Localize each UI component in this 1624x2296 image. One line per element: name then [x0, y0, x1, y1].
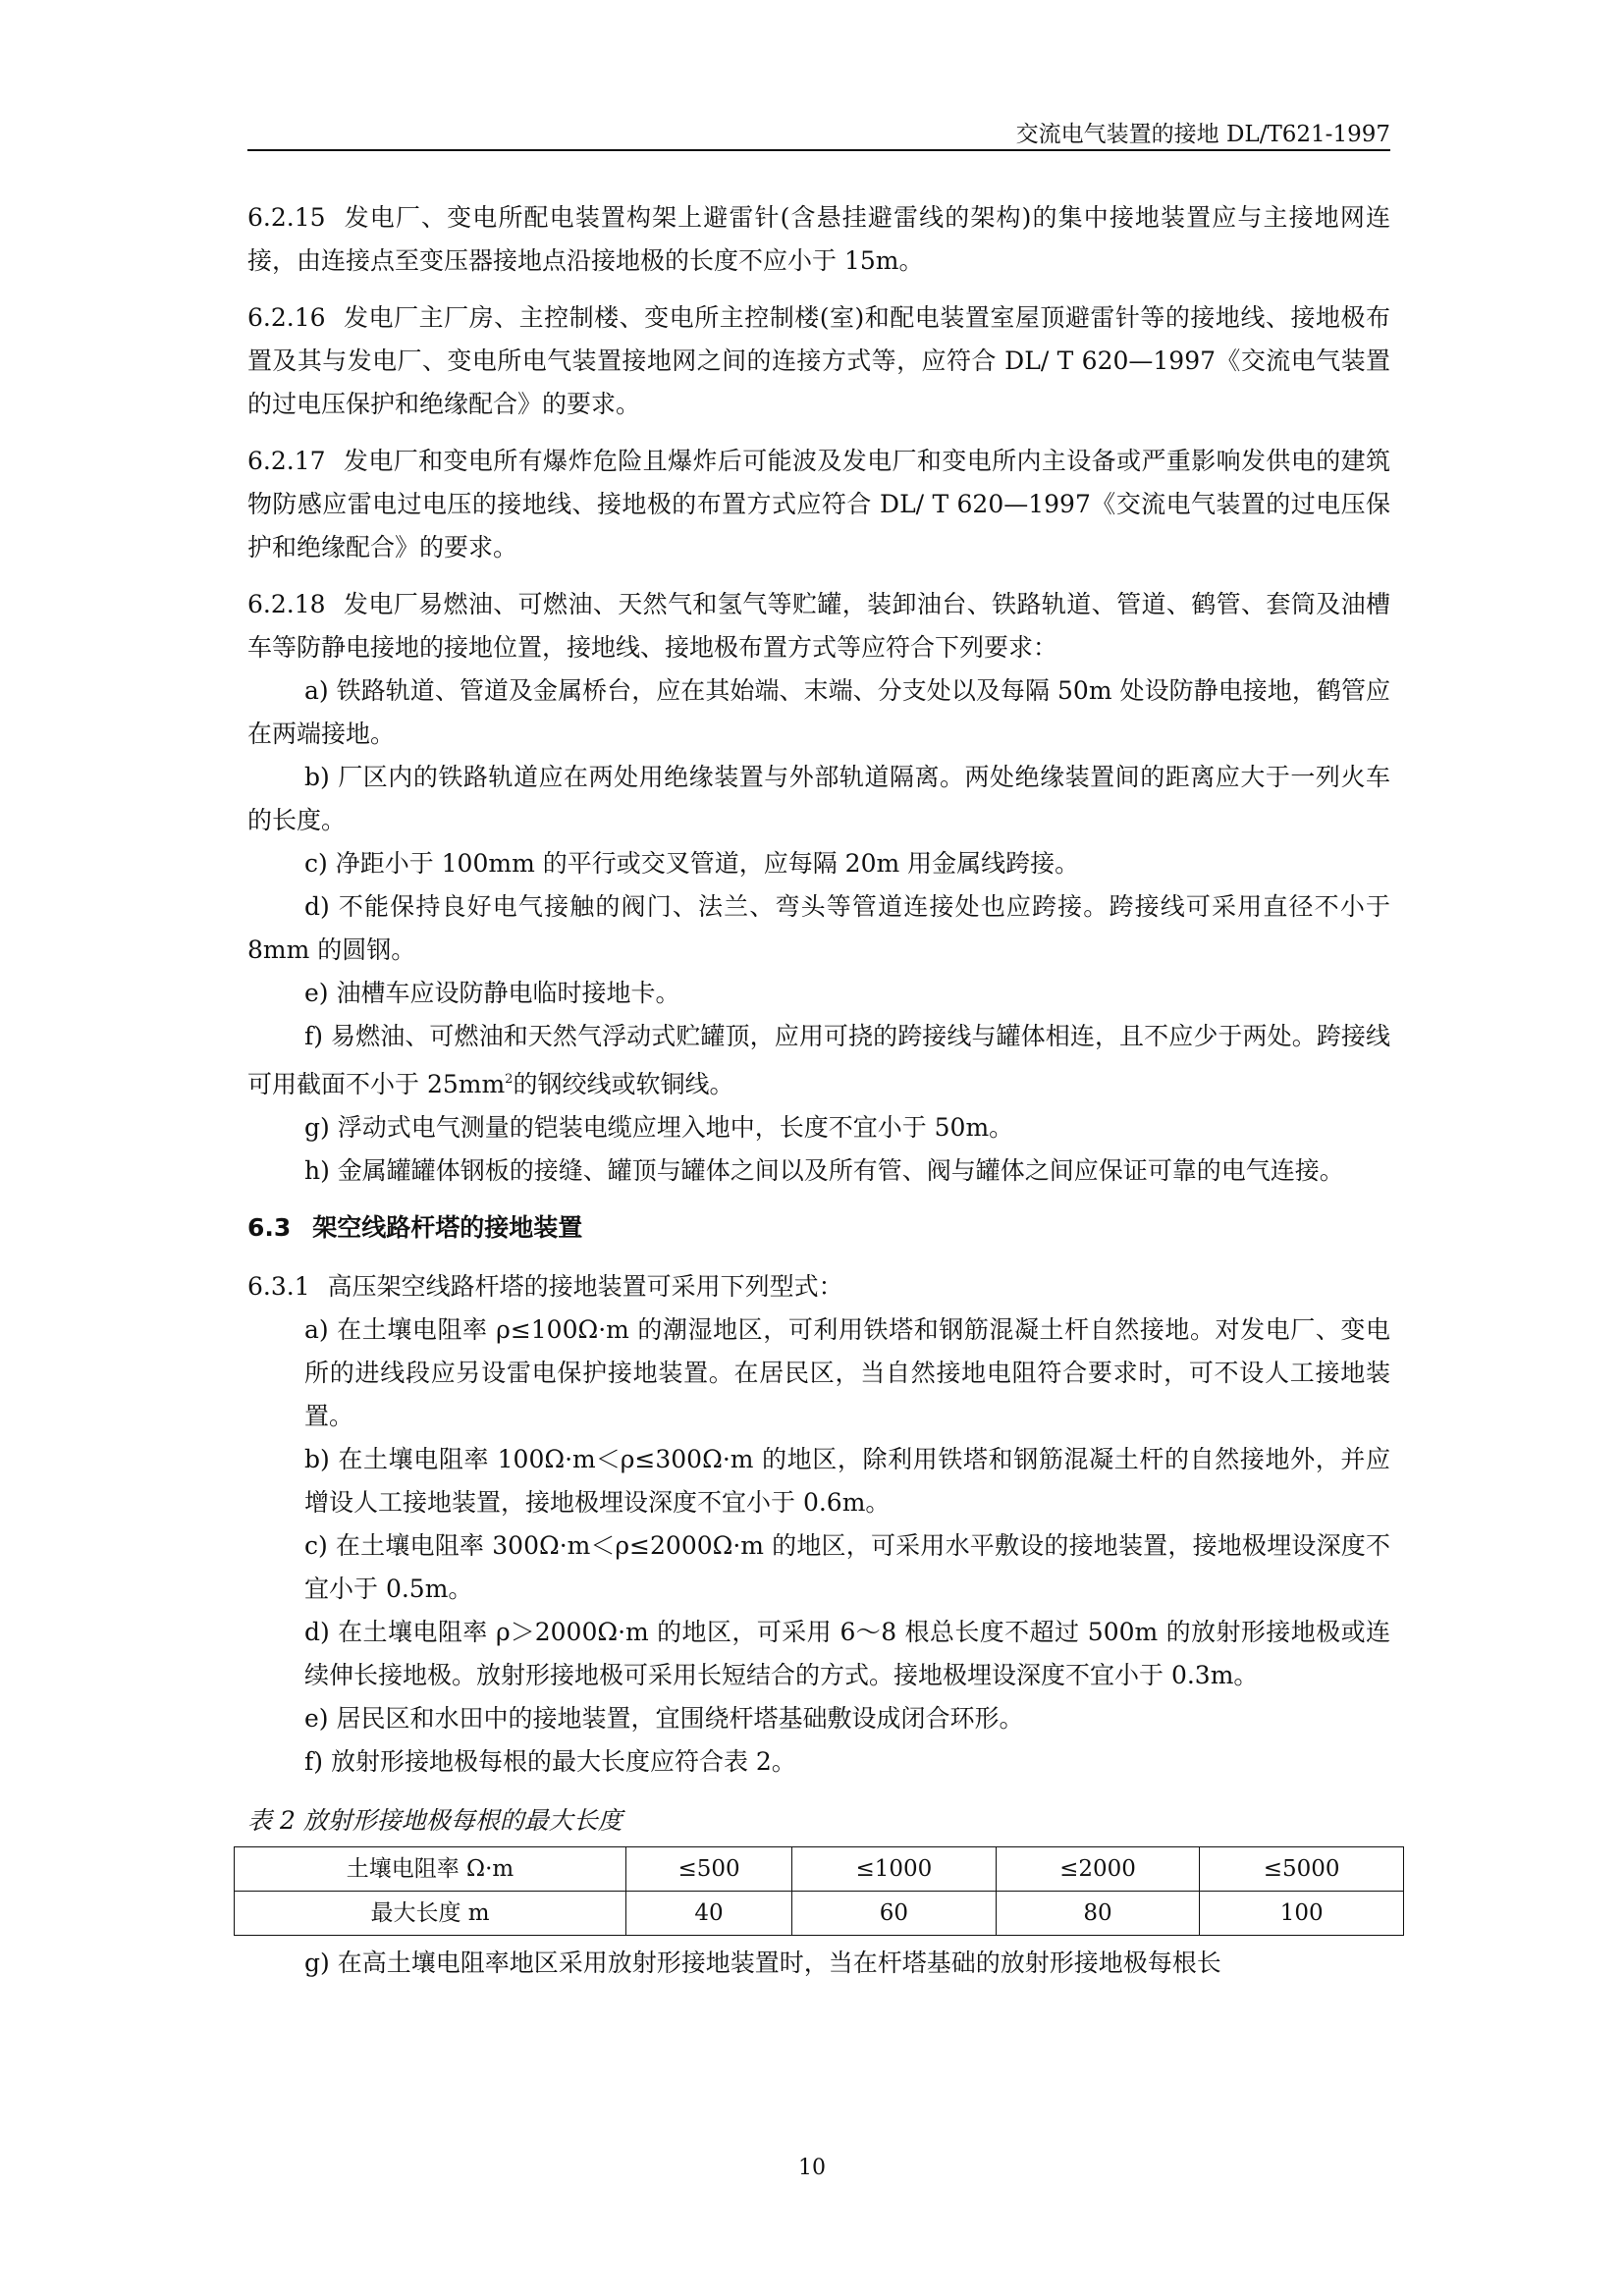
list-item-c: c) 在土壤电阻率 300Ω·m＜ρ≤2000Ω·m 的地区，可采用水平敷设的接地装置，接地极埋设深度不宜小于 0.5m。 [304, 1531, 1390, 1603]
clause-text: 发电厂主厂房、主控制楼、变电所主控制楼(室)和配电装置室屋顶避雷针等的接地线、接地极布置及其与发电厂、变电所电气装置接地网之间的连接方式等，应符合 DL/ T 620—1997《交流电气装置的过电压保护和绝缘配合》的要求。 [247, 303, 1390, 418]
clause-6-2-17 [247, 440, 1390, 569]
clause-text: 发电厂、变电所配电装置构架上避雷针(含悬挂避雷线的架构)的集中接地装置应与主接地网连接，由连接点至变压器接地点沿接地极的长度不应小于 15m。 [247, 203, 1390, 275]
clause-number: 6.3.1 [247, 1272, 310, 1301]
list-item-d: d) 在土壤电阻率 ρ＞2000Ω·m 的地区，可采用 6～8 根总长度不超过 500m 的放射形接地极或连续伸长接地极。放射形接地极可采用长短结合的方式。接地极埋设深度不宜小于 0.3m。 [304, 1618, 1390, 1689]
clause-number: 6.2.15 [247, 203, 326, 232]
list-item-h: h) 金属罐罐体钢板的接缝、罐顶与罐体之间以及所有管、阀与罐体之间应保证可靠的电气连接。 [304, 1156, 1344, 1185]
page-body [247, 196, 1390, 1985]
list-item-b: b) 在土壤电阻率 100Ω·m＜ρ≤300Ω·m 的地区，除利用铁塔和钢筋混凝土杆的自然接地外，并应增设人工接地装置，接地极埋设深度不宜小于 0.6m。 [304, 1445, 1390, 1517]
table-cell: 40 [626, 1892, 792, 1936]
item-f-text: f) 易燃油、可燃油和天然气浮动式贮罐顶，应用可挠的跨接线与罐体相连，且不应少于两处。跨接线可用截面不小于 25mm [247, 1022, 1390, 1098]
table-caption: 表 2 放射形接地极每根的最大长度 [247, 1806, 623, 1835]
list-item-b: b) 厂区内的铁路轨道应在两处用绝缘装置与外部轨道隔离。两处绝缘装置间的距离应大于一列火车的长度。 [247, 763, 1390, 834]
list-item-c: c) 净距小于 100mm 的平行或交叉管道，应每隔 20m 用金属线跨接。 [304, 849, 1080, 878]
table-cell: 60 [792, 1892, 997, 1936]
running-header: 交流电气装置的接地 DL/T621-1997 [1015, 122, 1390, 147]
table-cell: ≤500 [626, 1847, 792, 1892]
list-item-e: e) 居民区和水田中的接地装置，宜围绕杆塔基础敷设成闭合环形。 [304, 1704, 1024, 1733]
table-row [235, 1847, 1404, 1892]
table-cell: 土壤电阻率 Ω·m [235, 1847, 626, 1892]
list-item-f [247, 1015, 1390, 1106]
list-item-a: a) 铁路轨道、管道及金属桥台，应在其始端、末端、分支处以及每隔 50m 处设防静电接地，鹤管应在两端接地。 [247, 676, 1390, 748]
list-item-g: g) 在高土壤电阻率地区采用放射形接地装置时，当在杆塔基础的放射形接地极每根长 [304, 1949, 1221, 1977]
table-cell: ≤5000 [1200, 1847, 1404, 1892]
clause-text: 高压架空线路杆塔的接地装置可采用下列型式： [327, 1272, 843, 1301]
table-cell: ≤2000 [996, 1847, 1200, 1892]
table-cell: 80 [996, 1892, 1200, 1936]
list-item-a: a) 在土壤电阻率 ρ≤100Ω·m 的潮湿地区，可利用铁塔和钢筋混凝土杆自然接地。对发电厂、变电所的进线段应另设雷电保护接地装置。在居民区，当自然接地电阻符合要求时，可不设人工接地装置。 [304, 1315, 1390, 1430]
clause-text: 发电厂易燃油、可燃油、天然气和氢气等贮罐，装卸油台、铁路轨道、管道、鹤管、套筒及油槽车等防静电接地的接地位置，接地线、接地极布置方式等应符合下列要求： [247, 590, 1390, 662]
clause-number: 6.2.16 [247, 303, 326, 332]
clause-6-2-15 [247, 196, 1390, 283]
section-heading [247, 1206, 1390, 1250]
table-cell: ≤1000 [792, 1847, 997, 1892]
list-item-d: d) 不能保持良好电气接触的阀门、法兰、弯头等管道连接处也应跨接。跨接线可采用直径不小于 8mm 的圆钢。 [247, 892, 1390, 964]
item-f-text-end: 的钢绞线或软铜线。 [513, 1070, 734, 1098]
section-number: 6.3 [247, 1213, 292, 1242]
list-item-e: e) 油槽车应设防静电临时接地卡。 [304, 979, 680, 1007]
section-title: 架空线路杆塔的接地装置 [312, 1213, 583, 1242]
clause-6-2-16 [247, 296, 1390, 426]
page-number: 10 [798, 2156, 826, 2180]
table-row [235, 1892, 1404, 1936]
clause-number: 6.2.17 [247, 447, 326, 475]
clause-number: 6.2.18 [247, 590, 326, 618]
superscript: 2 [505, 1072, 514, 1087]
table-cell: 最大长度 m [235, 1892, 626, 1936]
clause-6-2-18 [247, 583, 1390, 669]
clause-6-3-1 [247, 1265, 1390, 1308]
table-cell: 100 [1200, 1892, 1404, 1936]
clause-text: 发电厂和变电所有爆炸危险且爆炸后可能波及发电厂和变电所内主设备或严重影响发供电的建筑物防感应雷电过电压的接地线、接地极的布置方式应符合 DL/ T 620—1997《交流电气装置的过电压保护和绝缘配合》的要求。 [247, 447, 1390, 561]
max-length-table [234, 1846, 1404, 1936]
list-item-g: g) 浮动式电气测量的铠装电缆应埋入地中，长度不宜小于 50m。 [304, 1113, 1014, 1142]
header-rule [247, 149, 1390, 151]
list-item-f: f) 放射形接地极每根的最大长度应符合表 2。 [304, 1747, 796, 1776]
